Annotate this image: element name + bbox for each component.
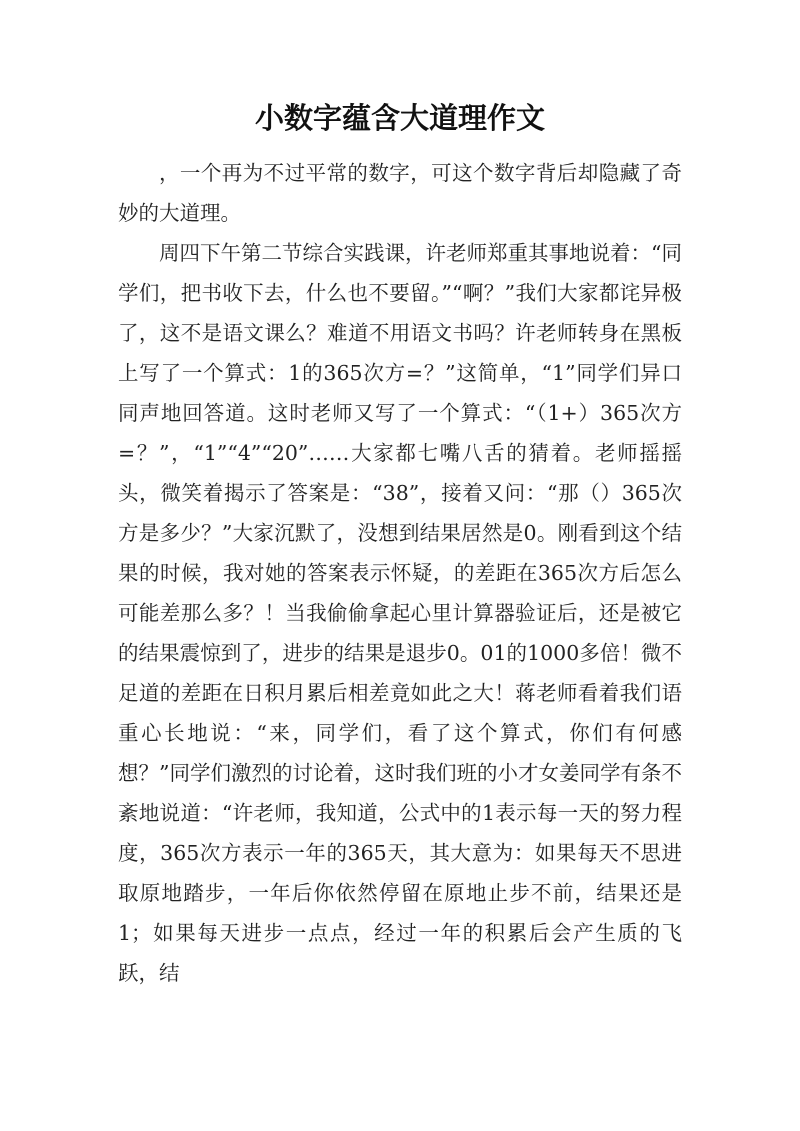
- paragraph-story: 周四下午第二节综合实践课，许老师郑重其事地说着：“同学们，把书收下去，什么也不要留。”“啊？”我们大家都诧异极了，这不是语文课么？难道不用语文书吗？许老师转身在黑板上写了一个算式：1的365次方=？”这简单，“1”同学们异口同声地回答道。这时老师又写了一个算式：“（1+）365次方=？”，“1”“4”“20”……大家都七嘴八舌的猜着。老师摇摇头，微笑着揭示了答案是：“38”，接着又问：“那（）365次方是多少？”大家沉默了，没想到结果居然是0。刚看到这个结果的时候，我对她的答案表示怀疑，的差距在365次方后怎么可能差那么多？！当我偷偷拿起心里计算器验证后，还是被它的结果震惊到了，进步的结果是退步0。01的1000多倍！微不足道的差距在日积月累后相差竟如此之大！蒋老师看着我们语重心长地说：“来，同学们，看了这个算式，你们有何感想？”同学们激烈的讨论着，这时我们班的小才女姜同学有条不紊地说道：“许老师，我知道，公式中的1表示每一天的努力程度，365次方表示一年的365天，其大意为：如果每天不思进取原地踏步，一年后你依然停留在原地止步不前，结果还是1；如果每天进步一点点，经过一年的积累后会产生质的飞跃，结: [118, 241, 682, 985]
- document-body: [118, 153, 682, 993]
- document-title: 小数字蕴含大道理作文: [254, 101, 545, 135]
- paragraph-intro: ，一个再为不过平常的数字，可这个数字背后却隐藏了奇妙的大道理。: [118, 161, 682, 225]
